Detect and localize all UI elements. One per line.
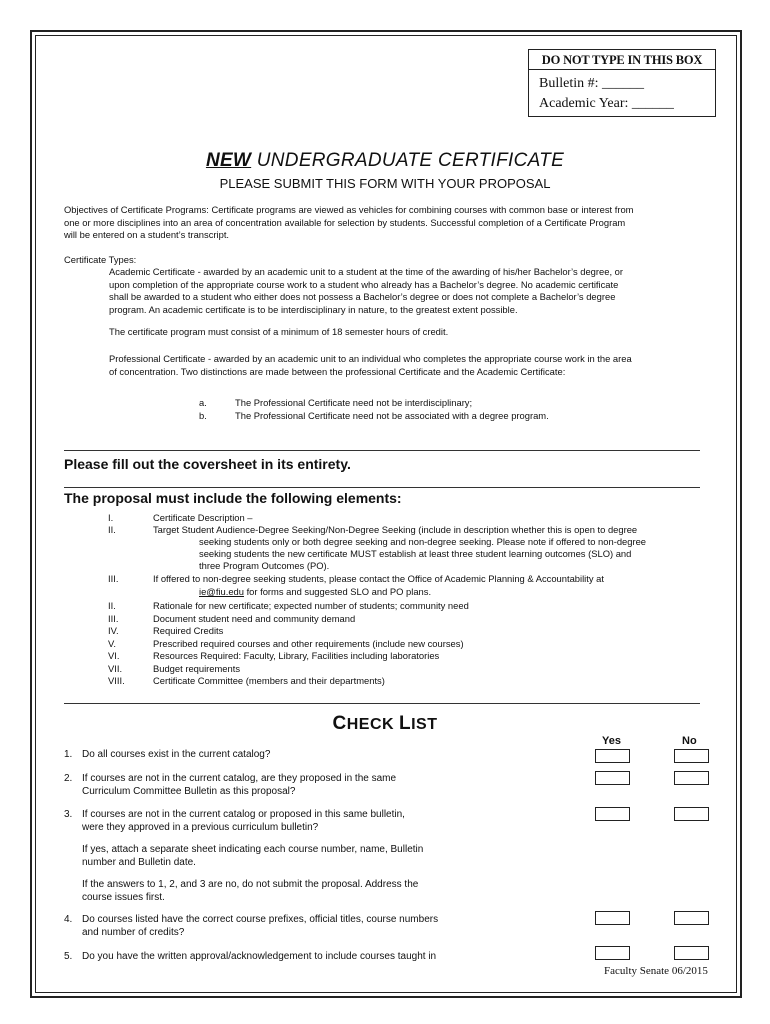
distinction-text: The Professional Certificate need not be associated with a degree program. (235, 410, 549, 421)
bulletin-number-field: Bulletin #: ______ (539, 76, 644, 91)
objectives-line: will be entered on a student’s transcript. (64, 229, 230, 240)
distinction-letter: b. (199, 410, 207, 421)
do-not-type-title: DO NOT TYPE IN THIS BOX (529, 50, 715, 70)
q4-yes-checkbox[interactable] (595, 911, 630, 925)
q2-no-checkbox[interactable] (674, 771, 709, 785)
divider (64, 703, 700, 704)
note-if-yes: If yes, attach a separate sheet indicating each course number, name, Bulletin number and Bulletin date. (82, 844, 424, 868)
professional-line: of concentration. Two distinctions are made between the professional Certificate and the Academic Certificate: (109, 365, 566, 377)
q1-yes-checkbox[interactable] (595, 749, 630, 763)
note-if-no: If the answers to 1, 2, and 3 are no, do not submit the proposal. Address the course issues first. (82, 879, 419, 903)
q1-no-checkbox[interactable] (674, 749, 709, 763)
coversheet-heading: Please fill out the coversheet in its entirety. (64, 456, 351, 472)
page-title (0, 150, 770, 172)
distinction-letter: a. (199, 397, 207, 408)
academic-line: shall be awarded to a student who either does not possess a Bachelor’s degree or does not complete a Bachelor’s degree (109, 291, 616, 302)
academic-line: program. An academic certificate is to be interdisciplinary in nature, to the greatest extent possible. (109, 303, 518, 315)
academic-year-field: Academic Year: ______ (539, 96, 674, 111)
q5-yes-checkbox[interactable] (595, 946, 630, 960)
proposal-elements-heading: The proposal must include the following elements: (64, 490, 402, 506)
q3-yes-checkbox[interactable] (595, 807, 630, 821)
objectives-line: one or more disciplines into an area of concentration available for selection by students. Successful completion of a Certificate Program (64, 216, 626, 228)
divider (64, 487, 700, 488)
certificate-types-label: Certificate Types: (64, 254, 137, 265)
page-subtitle: PLEASE SUBMIT THIS FORM WITH YOUR PROPOSAL (219, 176, 551, 191)
footer-version: Faculty Senate 06/2015 (604, 965, 708, 977)
objectives-paragraph (64, 204, 716, 242)
checklist-title: CHECK LIST (332, 713, 438, 734)
q2-yes-checkbox[interactable] (595, 771, 630, 785)
academic-line: upon completion of the appropriate course work to a student who already has a Bachelor’s degree. No academic certificate (109, 278, 619, 290)
email-link[interactable]: ie@fiu.edu (199, 586, 244, 597)
divider (64, 450, 700, 451)
professional-line: Professional Certificate - awarded by an academic unit to an individual who completes the appropriate course work in the area (109, 353, 632, 364)
q4-no-checkbox[interactable] (674, 911, 709, 925)
distinction-text: The Professional Certificate need not be interdisciplinary; (235, 397, 473, 408)
do-not-type-box (528, 49, 716, 117)
title-new: NEW (205, 150, 252, 171)
academic-certificate-paragraph (109, 266, 715, 316)
q3-no-checkbox[interactable] (674, 807, 709, 821)
q5-no-checkbox[interactable] (674, 946, 709, 960)
academic-line: Academic Certificate - awarded by an academic unit to a student at the time of the awarding of his/her Bachelor’s degree, or (109, 266, 623, 277)
yes-column-header: Yes (602, 735, 621, 747)
minimum-credits-text: The certificate program must consist of a minimum of 18 semester hours of credit. (109, 326, 449, 337)
no-column-header: No (682, 735, 697, 747)
professional-certificate-paragraph (109, 353, 715, 378)
title-rest: UNDERGRADUATE CERTIFICATE (251, 150, 565, 171)
objectives-line: Objectives of Certificate Programs: Certificate programs are viewed as vehicles for combining courses with common base or interest from (64, 204, 634, 215)
